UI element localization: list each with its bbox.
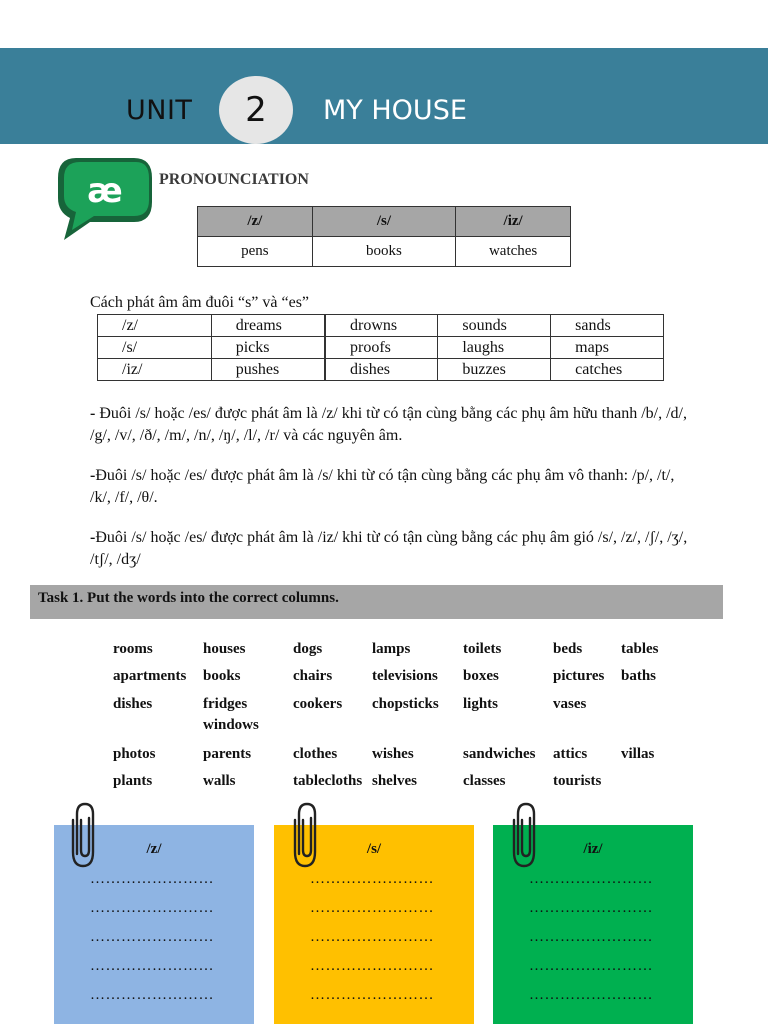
word-item: tablecloths: [293, 773, 363, 789]
table-row: [98, 359, 664, 381]
word-item: books: [203, 668, 241, 684]
table-cell: sands: [551, 315, 664, 337]
word-item: pictures: [553, 668, 605, 684]
table-cell: /s/: [98, 337, 212, 359]
blank-line[interactable]: ……………………: [310, 871, 434, 887]
unit-label: UNIT: [126, 95, 193, 126]
word-item: dishes: [113, 696, 153, 712]
header-s: /s/: [312, 207, 456, 237]
blank-line[interactable]: ……………………: [310, 929, 434, 945]
word-item: toilets: [463, 641, 502, 657]
rule-sibilant-paragraph: [90, 527, 690, 571]
paperclip-icon: [509, 800, 541, 870]
table-cell: /iz/: [98, 359, 212, 381]
note-heading: /iz/: [583, 841, 603, 857]
table-row: [98, 337, 664, 359]
word-item: walls: [203, 773, 236, 789]
table-cell: laughs: [438, 337, 551, 359]
ae-symbol: æ: [87, 171, 123, 211]
header-iz: /iz/: [456, 207, 571, 237]
blank-line[interactable]: ……………………: [310, 900, 434, 916]
word-item: chairs: [293, 668, 333, 684]
word-item: shelves: [372, 773, 417, 789]
ending-rules-table: [97, 314, 664, 381]
word-item: lamps: [372, 641, 411, 657]
unit-title: MY HOUSE: [323, 95, 467, 126]
word-item: tables: [621, 641, 659, 657]
speech-bubble-ae-icon: [54, 150, 156, 244]
rule-voiceless-paragraph: [90, 465, 690, 509]
rule-bullet: -: [90, 405, 100, 422]
table-cell: dreams: [211, 315, 325, 337]
rule-voiced-paragraph: [90, 403, 690, 447]
rule-text: Đuôi /s/ hoặc /es/ được phát âm là /iz/ khi từ có tận cùng bằng các phụ âm gió /s/, /z/, /ʃ/, /ʒ/, /tʃ/, /dʒ/: [90, 529, 688, 568]
word-item: tourists: [553, 773, 602, 789]
blank-line[interactable]: ……………………: [529, 958, 653, 974]
sound-examples-table: [197, 206, 571, 267]
word-item: villas: [621, 746, 655, 762]
table-cell: dishes: [325, 359, 438, 381]
word-item: photos: [113, 746, 156, 762]
blank-line[interactable]: ……………………: [90, 987, 214, 1003]
table-cell: drowns: [325, 315, 438, 337]
paperclip-icon: [68, 800, 100, 870]
word-item: classes: [463, 773, 506, 789]
table-cell: picks: [211, 337, 325, 359]
note-heading: /z/: [146, 841, 162, 857]
word-item: parents: [203, 746, 252, 762]
word-item: fridges: [203, 696, 248, 712]
word-item: beds: [553, 641, 583, 657]
word-item: chopsticks: [372, 696, 439, 712]
blank-line[interactable]: ……………………: [310, 987, 434, 1003]
blank-line[interactable]: ……………………: [529, 987, 653, 1003]
table-cell: proofs: [325, 337, 438, 359]
blank-line[interactable]: ……………………: [90, 958, 214, 974]
word-item: boxes: [463, 668, 499, 684]
word-item: lights: [463, 696, 499, 712]
word-item: apartments: [113, 668, 187, 684]
unit-number-badge: 2: [219, 76, 293, 144]
task-title: Task 1. Put the words into the correct columns.: [38, 590, 339, 606]
word-item: televisions: [372, 668, 438, 684]
rules-caption: Cách phát âm âm đuôi “s” và “es”: [90, 294, 310, 311]
table-row: [98, 315, 664, 337]
blank-line[interactable]: ……………………: [529, 900, 653, 916]
example-s: books: [312, 237, 456, 267]
word-item: clothes: [293, 746, 338, 762]
rule-text: Đuôi /s/ hoặc /es/ được phát âm là /z/ khi từ có tận cùng bằng các phụ âm hữu thanh /b/, /d/, /g/, /v/, /ð/, /m/, /n/, /ŋ/, /l/, /r/ và các nguyên âm.: [90, 405, 687, 444]
paperclip-icon: [290, 800, 322, 870]
rule-bullet: -: [90, 467, 96, 484]
task-header-bar: [30, 585, 723, 619]
word-item: wishes: [372, 746, 414, 762]
word-item: baths: [621, 668, 657, 684]
table-cell: /z/: [98, 315, 212, 337]
table-cell: sounds: [438, 315, 551, 337]
rule-text: Đuôi /s/ hoặc /es/ được phát âm là /s/ khi từ có tận cùng bằng các phụ âm vô thanh: /p/, /t/, /k/, /f/, /θ/.: [90, 467, 675, 506]
blank-line[interactable]: ……………………: [90, 900, 214, 916]
blank-line[interactable]: ……………………: [310, 958, 434, 974]
word-item: attics: [553, 746, 588, 762]
blank-line[interactable]: ……………………: [529, 929, 653, 945]
section-title: PRONOUNCIATION: [159, 171, 309, 188]
word-item: windows: [203, 717, 259, 733]
word-item: cookers: [293, 696, 343, 712]
word-item: plants: [113, 773, 153, 789]
note-heading: /s/: [366, 841, 382, 857]
example-iz: watches: [456, 237, 571, 267]
table-cell: catches: [551, 359, 664, 381]
header-z: /z/: [198, 207, 313, 237]
table-cell: pushes: [211, 359, 325, 381]
blank-line[interactable]: ……………………: [90, 871, 214, 887]
rule-bullet: -: [90, 529, 96, 546]
word-item: dogs: [293, 641, 323, 657]
blank-line[interactable]: ……………………: [529, 871, 653, 887]
word-item: vases: [553, 696, 587, 712]
table-cell: maps: [551, 337, 664, 359]
table-cell: buzzes: [438, 359, 551, 381]
word-item: houses: [203, 641, 246, 657]
example-z: pens: [198, 237, 313, 267]
word-item: sandwiches: [463, 746, 536, 762]
blank-line[interactable]: ……………………: [90, 929, 214, 945]
word-item: rooms: [113, 641, 153, 657]
